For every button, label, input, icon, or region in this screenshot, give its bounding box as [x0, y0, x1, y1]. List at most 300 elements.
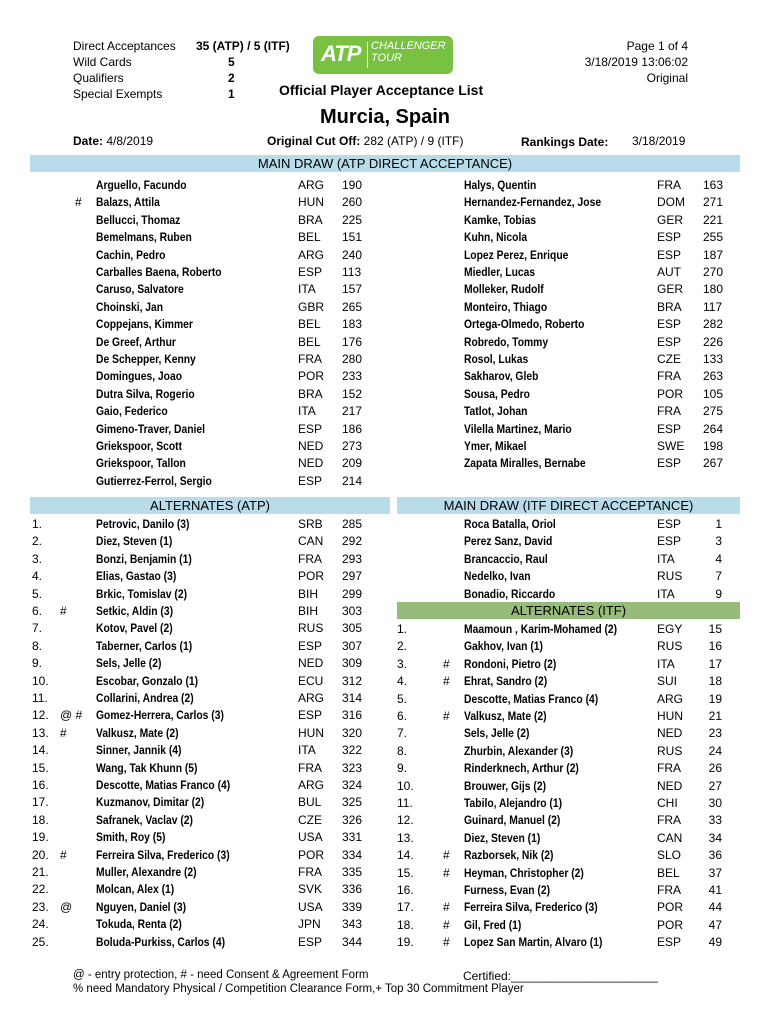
table-row [0, 473, 770, 490]
date-label: Date: [73, 134, 104, 148]
player-name [464, 708, 560, 725]
position-number: 21. [32, 865, 49, 879]
nationality: FRA [298, 551, 322, 566]
table-row [0, 760, 770, 777]
player-name-text: Bemelmans, Ruben [96, 230, 192, 245]
table-row [0, 516, 770, 533]
ranking: 293 [342, 551, 363, 566]
nationality: FRA [657, 761, 681, 776]
player-name-text: Miedler, Lucas [464, 265, 536, 279]
position-number: 4. [397, 674, 408, 689]
atp-challenger-logo [313, 36, 453, 74]
player-name-text: Razborsek, Nik (2) [464, 848, 554, 863]
player-name-text: Molleker, Rudolf [464, 282, 544, 297]
player-name-text: Rosol, Lukas [464, 352, 529, 366]
ranking: 316 [342, 708, 363, 723]
ranking: 339 [342, 899, 363, 914]
player-name-text: Sels, Jelle (2) [96, 656, 162, 671]
nationality: ESP [298, 473, 323, 488]
player-name-text: Ortega-Olmedo, Roberto [464, 317, 585, 332]
position-number: 5. [32, 586, 43, 601]
player-name-text: Muller, Alexandre (2) [96, 865, 197, 879]
table-row [0, 865, 770, 882]
nationality: ITA [298, 743, 316, 758]
table-row [0, 603, 770, 620]
tournament-city: Murcia, Spain [319, 106, 451, 128]
ranking: 49 [708, 935, 722, 950]
player-name-text: Descotte, Matias Franco (4) [464, 691, 599, 706]
main-draw-itf-header: MAIN DRAW (ITF DIRECT ACCEPTANCE) [397, 497, 740, 514]
player-name [464, 264, 547, 281]
nationality: AUT [657, 265, 681, 279]
summary-label-1: Wild Cards [73, 55, 132, 69]
player-name-text: Bellucci, Thomaz [96, 212, 181, 227]
nationality: ESP [657, 534, 682, 549]
ranking: 180 [703, 282, 724, 297]
player-name-text: Griekspoor, Tallon [96, 456, 186, 471]
player-name-text: Tabilo, Alejandro (1) [464, 796, 563, 810]
table-row [0, 351, 770, 368]
nationality: ITA [657, 656, 675, 671]
summary-value-0: 35 (ATP) / 5 (ITF) [196, 39, 290, 53]
ranking: 292 [342, 534, 363, 549]
player-name-text: Coppejans, Kimmer [96, 317, 193, 332]
player-name-text: Zhurbin, Alexander (3) [464, 743, 574, 758]
player-name [464, 865, 603, 882]
ranking: 113 [342, 265, 362, 279]
nationality: FRA [298, 865, 322, 879]
entry-mark: # [443, 865, 450, 880]
position-number: 6. [32, 604, 43, 618]
ranking: 275 [703, 404, 724, 419]
table-row [0, 934, 770, 951]
nationality: BRA [298, 212, 323, 227]
position-number: 2. [397, 639, 408, 654]
table-row [0, 586, 770, 603]
ranking: 309 [342, 656, 363, 671]
table-row [0, 551, 770, 568]
nationality: NED [298, 656, 324, 671]
nationality: GBR [298, 299, 325, 314]
player-name [464, 334, 562, 351]
position-number: 13. [397, 830, 414, 845]
logo-challenger-text [371, 40, 446, 64]
position-number: 8. [397, 743, 408, 758]
ranking: 18 [708, 674, 722, 689]
ranking: 16 [708, 639, 722, 654]
nationality: FRA [657, 369, 681, 384]
cutoff-label: Original Cut Off: [267, 134, 361, 148]
player-name-text: Molcan, Alex (1) [96, 882, 175, 897]
ranking: 270 [703, 265, 724, 279]
ranking: 198 [703, 439, 724, 453]
nationality: ARG [298, 247, 325, 262]
player-name-text: Setkic, Aldin (3) [96, 604, 174, 618]
cutoff-info [267, 134, 463, 148]
nationality: EGY [657, 622, 683, 636]
table-row [0, 638, 770, 655]
nationality: FRA [298, 760, 322, 775]
position-number: 12. [397, 813, 414, 828]
ranking: 47 [708, 917, 722, 932]
player-name-text: Tokuda, Renta (2) [96, 917, 182, 932]
nationality: NED [298, 456, 324, 471]
position-number: 5. [397, 691, 408, 706]
nationality: ESP [657, 247, 682, 262]
ranking: 152 [342, 386, 363, 401]
position-number: 24. [32, 917, 49, 932]
nationality: ARG [298, 178, 325, 192]
entry-mark: # [75, 195, 82, 210]
nationality: HUN [298, 725, 324, 740]
position-number: 14. [32, 743, 49, 758]
ranking: 21 [708, 709, 722, 723]
nationality: SLO [657, 848, 682, 863]
player-name-text: Ymer, Mikael [464, 439, 527, 453]
nationality: CAN [298, 534, 324, 549]
position-number: 7. [397, 726, 408, 741]
entry-mark: # [443, 848, 450, 863]
nationality: FRA [298, 352, 322, 366]
player-name [464, 621, 642, 638]
table-row [0, 229, 770, 246]
nationality: NED [298, 439, 324, 453]
logo-sub2: TOUR [371, 52, 402, 64]
nationality: SUI [657, 674, 678, 689]
position-number: 2. [32, 534, 43, 549]
position-number: 6. [397, 709, 408, 723]
summary-value-2: 2 [228, 71, 235, 85]
nationality: ESP [298, 708, 323, 723]
ranking: 336 [342, 882, 363, 897]
alternates-itf-header: ALTERNATES (ITF) [397, 602, 740, 619]
ranking: 325 [342, 795, 363, 810]
player-name-text: Caruso, Salvatore [96, 282, 184, 297]
player-name [464, 586, 570, 603]
nationality: POR [657, 386, 684, 401]
player-name-text: Bonzi, Benjamin (1) [96, 551, 192, 566]
nationality: SVK [298, 882, 323, 897]
nationality: RUS [657, 743, 683, 758]
player-name [464, 281, 557, 298]
entry-mark: # [443, 935, 450, 950]
print-timestamp: 3/18/2019 13:06:02 [584, 55, 688, 69]
entry-mark: # [443, 656, 450, 671]
nationality: CHI [657, 796, 678, 810]
entry-mark: @ # [60, 708, 83, 723]
nationality: ESP [657, 935, 682, 950]
ranking: 217 [342, 404, 363, 419]
position-number: 15. [397, 865, 414, 880]
player-name [464, 795, 578, 812]
nationality: ESP [298, 421, 323, 436]
ranking: 4 [715, 551, 722, 566]
player-name-text: Roca Batalla, Oriol [464, 517, 556, 531]
player-name [464, 386, 541, 403]
player-name-text: Kotov, Pavel (2) [96, 621, 173, 636]
position-number: 12. [32, 708, 49, 723]
player-name [464, 778, 559, 795]
entry-mark: # [443, 709, 450, 723]
position-number: 18. [32, 812, 49, 827]
player-name [464, 760, 598, 777]
logo-sub1: CHALLENGER [371, 40, 446, 52]
position-number: 10. [32, 673, 49, 688]
footer-legend-1: @ - entry protection, # - need Consent & Agreement Form [73, 969, 369, 981]
logo-divider [367, 42, 368, 68]
player-name [464, 725, 540, 742]
position-number: 17. [397, 900, 414, 915]
player-name-text: Gakhov, Ivan (1) [464, 639, 543, 654]
footer-legend-2: % need Mandatory Physical / Competition Clearance Form,+ Top 30 Commitment Player [73, 983, 524, 995]
player-name-text: Petrovic, Danilo (3) [96, 517, 190, 531]
entry-mark: # [443, 917, 450, 932]
nationality: FRA [657, 813, 681, 828]
summary-value-3: 1 [228, 87, 235, 101]
player-name-text: Diez, Steven (1) [96, 534, 173, 549]
table-row [0, 194, 770, 211]
ranking: 320 [342, 725, 363, 740]
player-name-text: Hernandez-Fernandez, Jose [464, 195, 602, 210]
player-name-text: Taberner, Carlos (1) [96, 638, 193, 653]
ranking: 323 [342, 760, 363, 775]
ranking: 214 [342, 473, 363, 488]
ranking: 33 [708, 813, 722, 828]
player-name-text: Descotte, Matias Franco (4) [96, 778, 231, 792]
table-row [0, 403, 770, 420]
table-row [0, 316, 770, 333]
player-name-text: Escobar, Gonzalo (1) [96, 673, 199, 688]
nationality: ECU [298, 673, 324, 688]
ranking: 3 [715, 534, 722, 549]
position-number: 9. [397, 761, 408, 776]
player-name-text: Guinard, Manuel (2) [464, 813, 561, 828]
player-name-text: Valkusz, Mate (2) [464, 709, 547, 723]
nationality: ESP [657, 517, 682, 531]
player-name-text: Rinderknech, Arthur (2) [464, 761, 579, 776]
player-name-text: Wang, Tak Khunn (5) [96, 760, 198, 775]
table-row [0, 656, 770, 673]
ranking: 282 [703, 317, 724, 332]
player-name [464, 368, 550, 385]
nationality: POR [298, 569, 325, 584]
player-name-text: Kamke, Tobias [464, 212, 537, 227]
nationality: RUS [657, 639, 683, 654]
nationality: ESP [657, 421, 682, 436]
player-name-text: Vilella Martinez, Mario [464, 421, 572, 436]
ranking: 255 [703, 230, 724, 245]
table-row [0, 421, 770, 438]
nationality: POR [657, 900, 684, 915]
player-name-text: Lopez San Martin, Alvaro (1) [464, 935, 603, 950]
ranking: 305 [342, 621, 363, 636]
player-name [464, 638, 556, 655]
nationality: BRA [298, 386, 323, 401]
table-row [0, 708, 770, 725]
tournament-date [73, 134, 153, 148]
position-number: 9. [32, 656, 43, 671]
ranking: 105 [703, 386, 724, 401]
nationality: ARG [298, 691, 325, 705]
position-number: 11. [32, 691, 48, 705]
player-name-text: Collarini, Andrea (2) [96, 691, 194, 705]
nationality: DOM [657, 195, 685, 210]
player-name [464, 830, 553, 847]
nationality: RUS [657, 569, 683, 584]
player-name-text: Halys, Quentin [464, 178, 537, 192]
main-draw-atp-header: MAIN DRAW (ATP DIRECT ACCEPTANCE) [30, 155, 740, 172]
player-name-text: Safranek, Vaclav (2) [96, 812, 193, 827]
nationality: CAN [657, 830, 683, 845]
nationality: POR [298, 369, 325, 384]
summary-label-0: Direct Acceptances [73, 39, 176, 53]
nationality: CZE [298, 812, 322, 827]
nationality: ESP [657, 334, 682, 349]
table-row [0, 247, 770, 264]
player-name [464, 934, 625, 951]
ranking: 326 [342, 812, 363, 827]
table-row [0, 899, 770, 916]
nationality: BUL [298, 795, 322, 810]
nationality: BEL [298, 317, 321, 332]
table-row [0, 830, 770, 847]
player-name-text: Valkusz, Mate (2) [96, 725, 179, 740]
player-name-text: Robredo, Tommy [464, 334, 549, 349]
table-row [0, 212, 770, 229]
nationality: NED [657, 726, 683, 741]
nationality: ESP [657, 456, 682, 471]
ranking: 9 [715, 586, 722, 601]
player-name-text: Ferreira Silva, Frederico (3) [464, 900, 598, 915]
table-row [0, 533, 770, 550]
ranking: 334 [342, 847, 363, 862]
position-number: 17. [32, 795, 49, 810]
player-name-text: Tatlot, Johan [464, 404, 528, 419]
nationality: JPN [298, 917, 321, 932]
nationality: ARG [298, 778, 325, 792]
ranking: 344 [342, 934, 363, 949]
ranking: 30 [708, 796, 722, 810]
nationality: BRA [657, 299, 682, 314]
ranking: 322 [342, 743, 363, 758]
ranking: 133 [703, 352, 724, 366]
player-name [464, 316, 604, 333]
player-name [464, 533, 567, 550]
nationality: ESP [298, 638, 323, 653]
player-name [464, 403, 538, 420]
table-row [0, 725, 770, 742]
player-name-text: Dutra Silva, Rogerio [96, 386, 195, 401]
player-name [464, 351, 539, 368]
ranking: 260 [342, 195, 363, 210]
entry-mark: # [443, 674, 450, 689]
position-number: 1. [32, 517, 43, 531]
ranking: 273 [342, 439, 363, 453]
ranking: 24 [708, 743, 722, 758]
ranking: 41 [708, 883, 722, 897]
ranking: 1 [715, 517, 722, 531]
player-name [464, 882, 564, 899]
nationality: FRA [657, 178, 681, 192]
player-name-text: Heyman, Christopher (2) [464, 865, 584, 880]
position-number: 7. [32, 621, 43, 636]
player-name [464, 455, 605, 472]
player-name [464, 177, 548, 194]
rankings-date-value: 3/18/2019 [632, 134, 686, 148]
ranking: 183 [342, 317, 363, 332]
nationality: BEL [657, 865, 680, 880]
nationality: BEL [298, 334, 321, 349]
table-row [0, 368, 770, 385]
ranking: 343 [342, 917, 363, 932]
table-row [0, 455, 770, 472]
table-row [0, 847, 770, 864]
table-row [0, 438, 770, 455]
ranking: 176 [342, 334, 363, 349]
player-name [96, 603, 186, 620]
position-number: 4. [32, 569, 43, 584]
table-row [0, 812, 770, 829]
ranking: 233 [342, 369, 363, 384]
table-row [0, 882, 770, 899]
ranking: 324 [342, 778, 363, 792]
nationality: ESP [298, 265, 323, 279]
player-name-text: De Schepper, Kenny [96, 352, 196, 366]
player-name-text: Smith, Roy (5) [96, 830, 166, 845]
ranking: 307 [342, 638, 363, 653]
ranking: 331 [342, 830, 363, 845]
player-name [464, 656, 571, 673]
table-row [0, 795, 770, 812]
player-name-text: Arguello, Facundo [96, 178, 187, 192]
player-name-text: Furness, Evan (2) [464, 883, 551, 897]
summary-label-2: Qualifiers [73, 71, 124, 85]
nationality: BEL [298, 230, 321, 245]
summary-label-3: Special Exempts [73, 87, 163, 101]
entry-mark: # [443, 900, 450, 915]
rankings-date-label: Rankings Date: [521, 135, 609, 149]
nationality: ESP [657, 317, 682, 332]
player-name-text: Brkic, Tomislav (2) [96, 586, 188, 601]
table-row [0, 673, 770, 690]
ranking: 44 [708, 900, 722, 915]
position-number: 16. [397, 883, 414, 897]
player-name-text: Gaio, Federico [96, 404, 168, 419]
ranking: 7 [715, 569, 722, 584]
player-name [464, 551, 561, 568]
ranking: 209 [342, 456, 363, 471]
ranking: 285 [342, 517, 363, 531]
player-name [464, 247, 585, 264]
ranking: 34 [708, 830, 722, 845]
player-name [464, 568, 541, 585]
summary-value-1: 5 [228, 55, 235, 69]
nationality: GER [657, 212, 684, 227]
entry-mark: # [60, 847, 67, 862]
table-row [0, 264, 770, 281]
player-name-text: Diez, Steven (1) [464, 830, 541, 845]
player-name [464, 917, 531, 934]
nationality: ESP [298, 934, 323, 949]
nationality: FRA [657, 883, 681, 897]
nationality: SWE [657, 439, 685, 453]
player-name [464, 812, 576, 829]
ranking: 297 [342, 569, 363, 584]
nationality: ESP [657, 230, 682, 245]
player-name-text: Ehrat, Sandro (2) [464, 674, 548, 689]
position-number: 23. [32, 899, 49, 914]
player-name-text: Gimeno-Traver, Daniel [96, 421, 205, 436]
